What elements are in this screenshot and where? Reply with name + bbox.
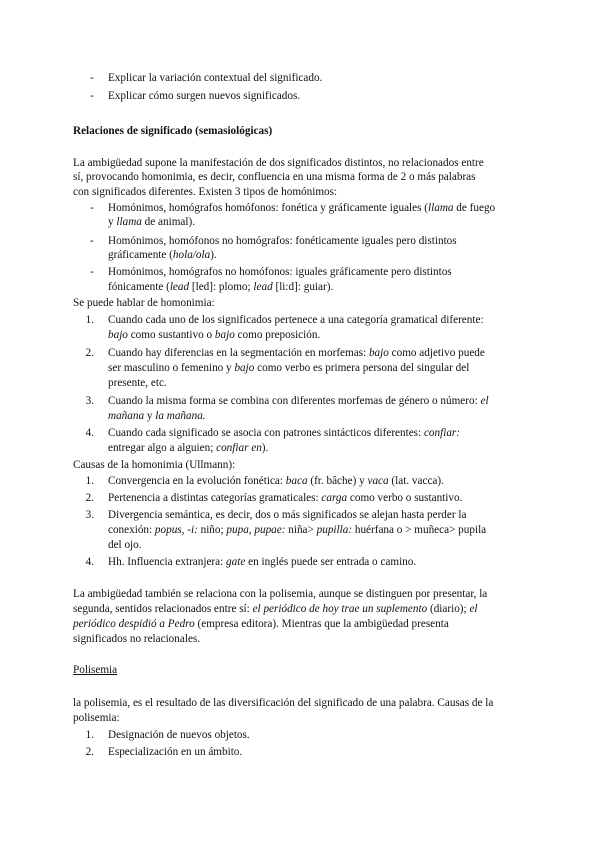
list-item: Homónimos, homógrafos homófonos: fonética y gráficamente iguales (llama de fuego xyxy=(108,202,496,214)
paragraph-line: polisemia: xyxy=(73,712,120,724)
list-item-continuation: gráficamente (hola/ola). xyxy=(108,249,217,261)
list-number: 4. xyxy=(85,427,94,439)
bullet-dash: - xyxy=(90,72,94,84)
list-item: Designación de nuevos objetos. xyxy=(108,729,250,741)
list-item-continuation: ser masculino o femenino y bajo como verbo es primera persona del singular del xyxy=(108,362,470,374)
list-item: Hh. Influencia extranjera: gate en inglés puede ser entrada o camino. xyxy=(108,556,417,568)
paragraph-line: sí, provocando homonimia, es decir, confluencia en una misma forma de 2 o más palabras xyxy=(73,171,476,183)
bullet-dash: - xyxy=(90,90,94,102)
paragraph-line: significados no relacionales. xyxy=(73,633,201,645)
paragraph-line: La ambigüedad supone la manifestación de dos significados distintos, no relacionados entre xyxy=(73,157,484,169)
list-item: Homónimos, homógrafos no homófonos: iguales gráficamente pero distintos xyxy=(108,266,452,278)
list-item-continuation: y llama de animal). xyxy=(108,216,195,228)
bullet-dash: - xyxy=(90,202,94,214)
list-number: 4. xyxy=(85,556,94,568)
paragraph-line: segunda, sentidos relacionados entre sí: el periódico de hoy trae un suplemento (diario); el xyxy=(73,603,478,615)
paragraph-line: Causas de la homonimia (Ullmann): xyxy=(73,459,236,471)
list-item: Homónimos, homófonos no homógrafos: fonéticamente iguales pero distintos xyxy=(108,235,457,247)
list-number: 2. xyxy=(85,347,94,359)
bullet-dash: - xyxy=(90,266,94,278)
list-item-continuation: bajo como sustantivo o bajo como preposición. xyxy=(108,329,321,341)
paragraph-line: con significados diferentes. Existen 3 tipos de homónimos: xyxy=(73,186,338,198)
list-item: Cuando cada significado se asocia con patrones sintácticos diferentes: confiar: xyxy=(108,427,460,439)
list-item: Explicar la variación contextual del significado. xyxy=(108,72,323,84)
list-number: 2. xyxy=(85,746,94,758)
paragraph-line: la polisemia, es el resultado de las diversificación del significado de una palabra. Causas de la xyxy=(73,697,494,709)
list-item-continuation: conexión: popus, -i: niño; pupa, pupae: niña> pupilla: huérfana o > muñeca> pupila xyxy=(108,524,487,536)
list-item-continuation: presente, etc. xyxy=(108,377,167,389)
section-heading-polisemia: Polisemia xyxy=(73,664,118,676)
list-item-continuation: del ojo. xyxy=(108,539,142,551)
list-number: 1. xyxy=(85,475,94,487)
list-number: 2. xyxy=(85,492,94,504)
list-item: Cuando la misma forma se combina con diferentes morfemas de género o número: el xyxy=(108,395,489,407)
list-number: 3. xyxy=(85,509,94,521)
list-item: Explicar cómo surgen nuevos significados. xyxy=(108,90,301,102)
paragraph-line: periódico despidió a Pedro (empresa editora). Mientras que la ambigüedad presenta xyxy=(73,618,449,630)
list-item: Divergencia semántica, es decir, dos o más significados se alejan hasta perder la xyxy=(108,509,467,521)
list-number: 1. xyxy=(85,729,94,741)
list-item: Especialización en un ámbito. xyxy=(108,746,243,758)
list-item: Convergencia en la evolución fonética: baca (fr. bâche) y vaca (lat. vacca). xyxy=(108,475,444,487)
list-item: Cuando hay diferencias en la segmentación en morfemas: bajo como adjetivo puede xyxy=(108,347,485,359)
list-item-continuation: fónicamente (lead [led]: plomo; lead [li:d]: guiar). xyxy=(108,281,334,293)
list-number: 1. xyxy=(85,314,94,326)
list-number: 3. xyxy=(85,395,94,407)
list-item: Cuando cada uno de los significados pertenece a una categoría gramatical diferente: xyxy=(108,314,484,326)
bullet-dash: - xyxy=(90,235,94,247)
list-item: Pertenencia a distintas categorías gramaticales: carga como verbo o sustantivo. xyxy=(108,492,463,504)
paragraph-line: Se puede hablar de homonimia: xyxy=(73,297,215,309)
list-item-continuation: mañana y la mañana. xyxy=(108,410,206,422)
paragraph-line: La ambigüedad también se relaciona con la polisemia, aunque se distinguen por presentar, la xyxy=(73,588,488,600)
section-heading: Relaciones de significado (semasiológicas) xyxy=(73,125,273,137)
list-item-continuation: entregar algo a alguien; confiar en). xyxy=(108,442,269,454)
